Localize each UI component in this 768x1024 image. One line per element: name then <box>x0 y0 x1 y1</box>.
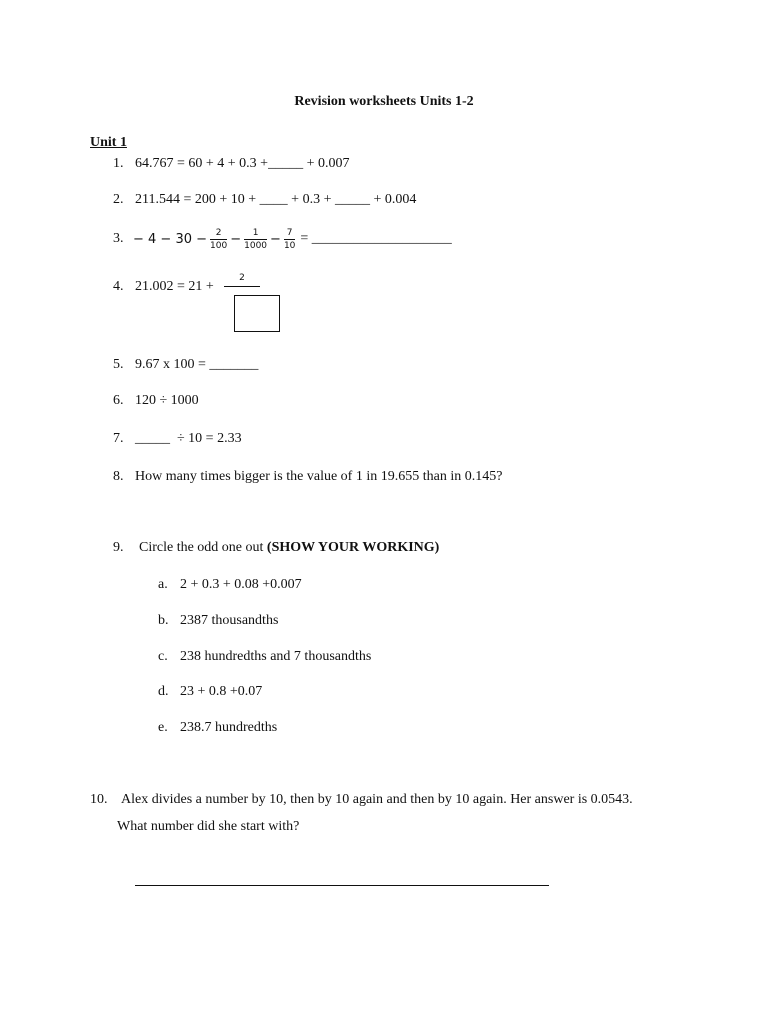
answer-line[interactable] <box>135 885 549 886</box>
unit-heading: Unit 1 <box>90 135 127 150</box>
answer-blank: = ____________________ <box>300 231 452 246</box>
fraction-2 <box>244 228 267 251</box>
fraction-bar <box>224 286 260 287</box>
question-emphasis: (SHOW YOUR WORKING) <box>266 540 440 555</box>
question-number: 1. <box>113 156 124 171</box>
question-number: 7. <box>113 431 124 446</box>
fraction-numerator: 1 <box>244 228 267 240</box>
fraction-denominator: 100 <box>210 240 228 251</box>
question-number: 10. <box>90 792 108 807</box>
fraction-numerator: 7 <box>284 228 295 240</box>
question-text: 64.767 = 60 + 4 + 0.3 +_____ + 0.007 <box>135 156 350 171</box>
question-number: 6. <box>113 393 124 408</box>
question-number: 3. <box>113 231 124 246</box>
option-letter: d. <box>158 684 169 699</box>
fraction-3 <box>284 228 295 251</box>
option-c[interactable]: 238 hundredths and 7 thousandths <box>180 649 372 664</box>
fraction-numerator: 2 <box>210 228 227 240</box>
question-text: 9.67 x 100 = _______ <box>135 357 259 372</box>
expression-lead: − 4 − 30 − <box>133 231 208 247</box>
page-title: Revision worksheets Units 1-2 <box>294 94 474 109</box>
question-number: 5. <box>113 357 124 372</box>
option-a[interactable]: 2 + 0.3 + 0.08 +0.007 <box>180 577 302 592</box>
option-letter: e. <box>158 720 168 735</box>
option-d[interactable]: 23 + 0.8 +0.07 <box>180 684 263 699</box>
fraction-numerator: 2 <box>239 273 245 283</box>
option-b[interactable]: 2387 thousandths <box>180 613 279 628</box>
fraction-expression <box>133 224 452 254</box>
question-text-continued: What number did she start with? <box>117 819 300 834</box>
question-number: 8. <box>113 469 124 484</box>
question-number: 4. <box>113 279 124 294</box>
question-text: How many times bigger is the value of 1 in 19.655 than in 0.145? <box>135 469 503 484</box>
minus-sign: − <box>230 231 242 247</box>
question-instruction: Circle the odd one out <box>139 540 264 555</box>
fraction-denominator: 1000 <box>244 240 268 251</box>
question-text: _____ ÷ 10 = 2.33 <box>135 431 242 446</box>
question-number: 9. <box>113 540 124 555</box>
question-text: 21.002 = 21 + <box>135 279 214 294</box>
minus-sign: − <box>270 231 281 247</box>
question-text <box>139 539 439 557</box>
option-e[interactable]: 238.7 hundredths <box>180 720 278 735</box>
question-number: 2. <box>113 192 124 207</box>
question-text: 120 ÷ 1000 <box>135 393 199 408</box>
option-letter: a. <box>158 577 168 592</box>
answer-box[interactable] <box>234 295 280 332</box>
question-text: Alex divides a number by 10, then by 10 again and then by 10 again. Her answer is 0.0543. <box>121 792 633 807</box>
question-text: 211.544 = 200 + 10 + ____ + 0.3 + _____ + 0.004 <box>135 192 417 207</box>
fraction-1 <box>210 228 227 251</box>
option-letter: c. <box>158 649 168 664</box>
fraction-denominator: 10 <box>283 240 296 251</box>
option-letter: b. <box>158 613 169 628</box>
